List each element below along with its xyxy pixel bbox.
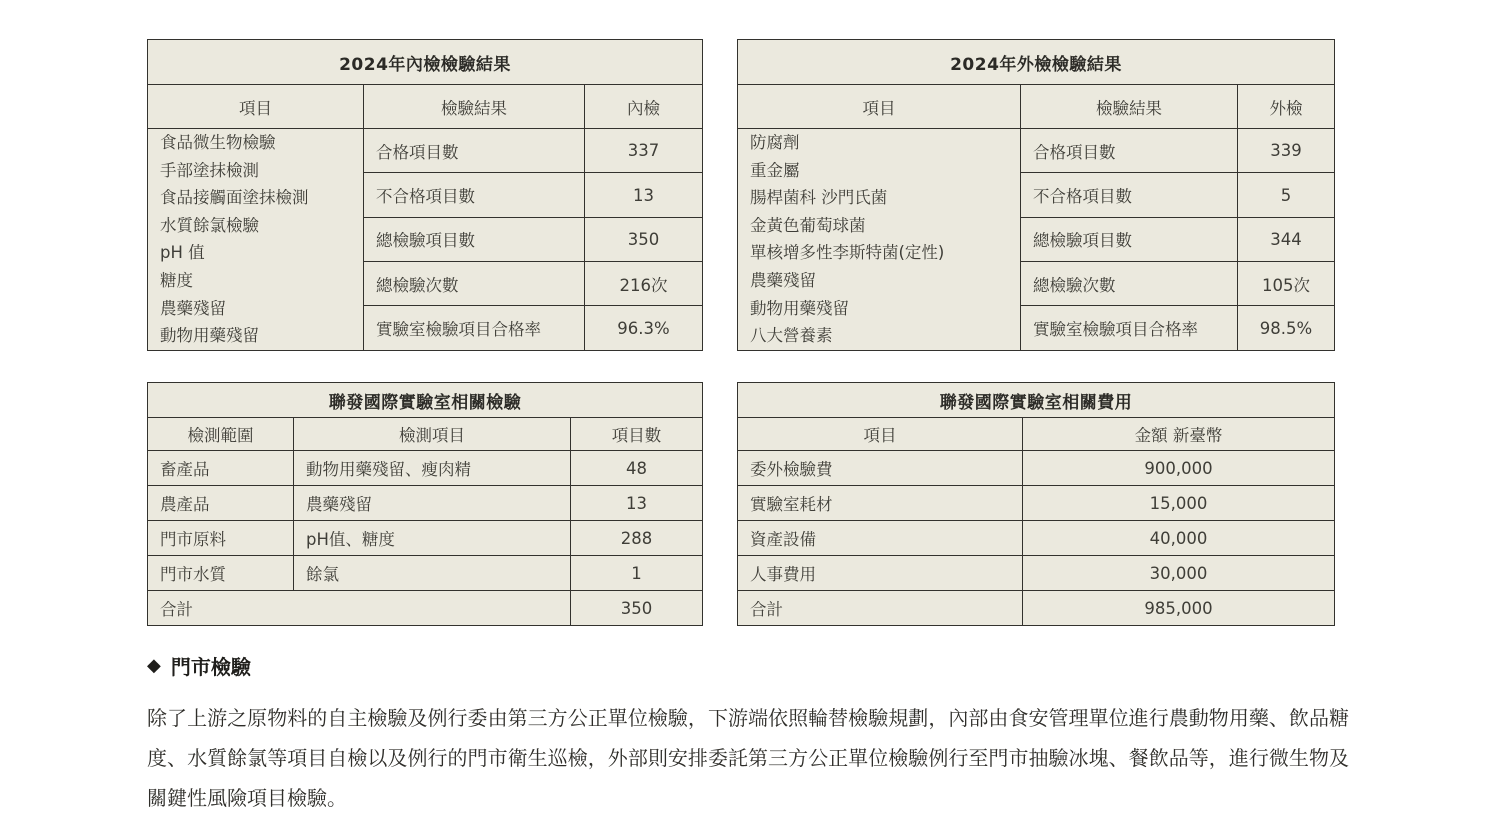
cost-amount: 30,000 xyxy=(1023,556,1335,591)
result-row-value: 96.3% xyxy=(585,306,703,350)
test-count: 48 xyxy=(571,451,703,486)
diamond-bullet-icon: ◆ xyxy=(147,654,161,676)
internal-col-scope: 內檢 xyxy=(585,85,703,129)
test-scope: 畜產品 xyxy=(148,451,294,486)
result-row-label: 不合格項目數 xyxy=(364,173,585,217)
internal-item: 食品接觸面塗抹檢測 xyxy=(160,188,309,208)
internal-item: 手部塗抹檢測 xyxy=(160,160,259,180)
test-count: 13 xyxy=(571,486,703,521)
lab-tests-col-count: 項目數 xyxy=(571,418,703,451)
test-item: 農藥殘留 xyxy=(294,486,571,521)
lab-tests-table-title: 聯發國際實驗室相關檢驗 xyxy=(148,383,703,418)
result-row-value: 337 xyxy=(585,129,703,173)
table-row xyxy=(738,521,1335,556)
external-item: 防腐劑 xyxy=(750,133,800,152)
external-inspection-table xyxy=(737,39,1335,351)
test-count: 288 xyxy=(571,521,703,556)
result-row-label: 總檢驗次數 xyxy=(364,262,585,306)
external-col-result: 檢驗結果 xyxy=(1021,85,1238,129)
cost-amount: 40,000 xyxy=(1023,521,1335,556)
lab-costs-col-amount: 金額 新臺幣 xyxy=(1023,418,1335,451)
test-scope: 農產品 xyxy=(148,486,294,521)
internal-item: 農藥殘留 xyxy=(160,298,226,318)
external-item-list xyxy=(738,129,1021,351)
lab-costs-col-item: 項目 xyxy=(738,418,1023,451)
result-row-value: 98.5% xyxy=(1238,306,1335,350)
external-item: 八大營養素 xyxy=(750,326,833,346)
cost-amount: 900,000 xyxy=(1023,451,1335,486)
external-item: 重金屬 xyxy=(750,160,800,180)
costs-total-value: 985,000 xyxy=(1023,591,1335,626)
lab-tests-col-item: 檢測項目 xyxy=(294,418,571,451)
cost-item: 人事費用 xyxy=(738,556,1023,591)
result-row-label: 總檢驗項目數 xyxy=(1021,217,1238,261)
internal-col-result: 檢驗結果 xyxy=(364,85,585,129)
table-row xyxy=(738,451,1335,486)
external-item: 農藥殘留 xyxy=(750,270,816,290)
section-paragraph: 除了上游之原物料的自主檢驗及例行委由第三方公正單位檢驗，下游端依照輪替檢驗規劃，內部由食安管理單位進行農動物用藥、飲品糖度、水質餘氯等項目自檢以及例行的門市衛生巡檢，外部則安排委託第三方公正單位檢驗例行至門市抽驗冰塊、餐飲品等，進行微生物及關鍵性風險項目檢驗。 xyxy=(147,706,1349,810)
test-scope: 門市水質 xyxy=(148,556,294,591)
lab-tests-table xyxy=(147,382,703,626)
result-row-value: 339 xyxy=(1238,129,1335,173)
table-row xyxy=(738,556,1335,591)
table-row xyxy=(148,556,703,591)
test-count: 1 xyxy=(571,556,703,591)
internal-item: pH 值 xyxy=(160,243,205,263)
section-heading xyxy=(147,651,1349,680)
internal-col-item: 項目 xyxy=(148,85,364,129)
table-row xyxy=(148,486,703,521)
result-row-value: 5 xyxy=(1238,173,1335,217)
internal-item: 水質餘氯檢驗 xyxy=(160,215,259,235)
result-row-label: 不合格項目數 xyxy=(1021,173,1238,217)
external-col-item: 項目 xyxy=(738,85,1021,129)
test-scope: 門市原料 xyxy=(148,521,294,556)
test-item: 餘氯 xyxy=(294,556,571,591)
internal-inspection-table xyxy=(147,39,703,351)
external-col-scope: 外檢 xyxy=(1238,85,1335,129)
result-row-value: 105次 xyxy=(1238,262,1335,306)
costs-total-label: 合計 xyxy=(738,591,1023,626)
external-table-title: 2024年外檢檢驗結果 xyxy=(738,40,1335,85)
result-row-value: 216次 xyxy=(585,262,703,306)
section-heading-text: 門市檢驗 xyxy=(170,655,251,679)
external-item: 腸桿菌科 沙門氏菌 xyxy=(750,188,888,208)
table-total-row xyxy=(738,591,1335,626)
test-item: pH值、糖度 xyxy=(294,521,571,556)
table-row xyxy=(148,521,703,556)
result-row-value: 344 xyxy=(1238,217,1335,261)
result-row-label: 總檢驗項目數 xyxy=(364,217,585,261)
internal-item: 食品微生物檢驗 xyxy=(160,133,276,152)
result-row-value: 13 xyxy=(585,173,703,217)
result-row-label: 總檢驗次數 xyxy=(1021,262,1238,306)
result-row-label: 合格項目數 xyxy=(364,129,585,173)
external-item: 金黃色葡萄球菌 xyxy=(750,215,866,235)
table-total-row xyxy=(148,591,703,626)
table-row xyxy=(738,486,1335,521)
external-item: 單核增多性李斯特菌(定性) xyxy=(750,243,945,263)
test-item: 動物用藥殘留、瘦肉精 xyxy=(294,451,571,486)
result-row-label: 實驗室檢驗項目合格率 xyxy=(364,306,585,350)
external-item: 動物用藥殘留 xyxy=(750,298,849,318)
result-row-label: 合格項目數 xyxy=(1021,129,1238,173)
cost-item: 資產設備 xyxy=(738,521,1023,556)
lab-costs-table xyxy=(737,382,1335,626)
lab-costs-table-title: 聯發國際實驗室相關費用 xyxy=(738,383,1335,418)
cost-amount: 15,000 xyxy=(1023,486,1335,521)
cost-item: 實驗室耗材 xyxy=(738,486,1023,521)
result-row-label: 實驗室檢驗項目合格率 xyxy=(1021,306,1238,350)
tests-total-label: 合計 xyxy=(148,591,571,626)
store-inspection-section xyxy=(147,651,1349,818)
result-row-value: 350 xyxy=(585,217,703,261)
internal-item: 糖度 xyxy=(160,270,193,290)
cost-item: 委外檢驗費 xyxy=(738,451,1023,486)
table-row xyxy=(148,451,703,486)
lab-tests-col-scope: 檢測範圍 xyxy=(148,418,294,451)
tests-total-value: 350 xyxy=(571,591,703,626)
internal-item-list xyxy=(148,129,364,351)
internal-table-title: 2024年內檢檢驗結果 xyxy=(148,40,703,85)
internal-item: 動物用藥殘留 xyxy=(160,326,259,346)
